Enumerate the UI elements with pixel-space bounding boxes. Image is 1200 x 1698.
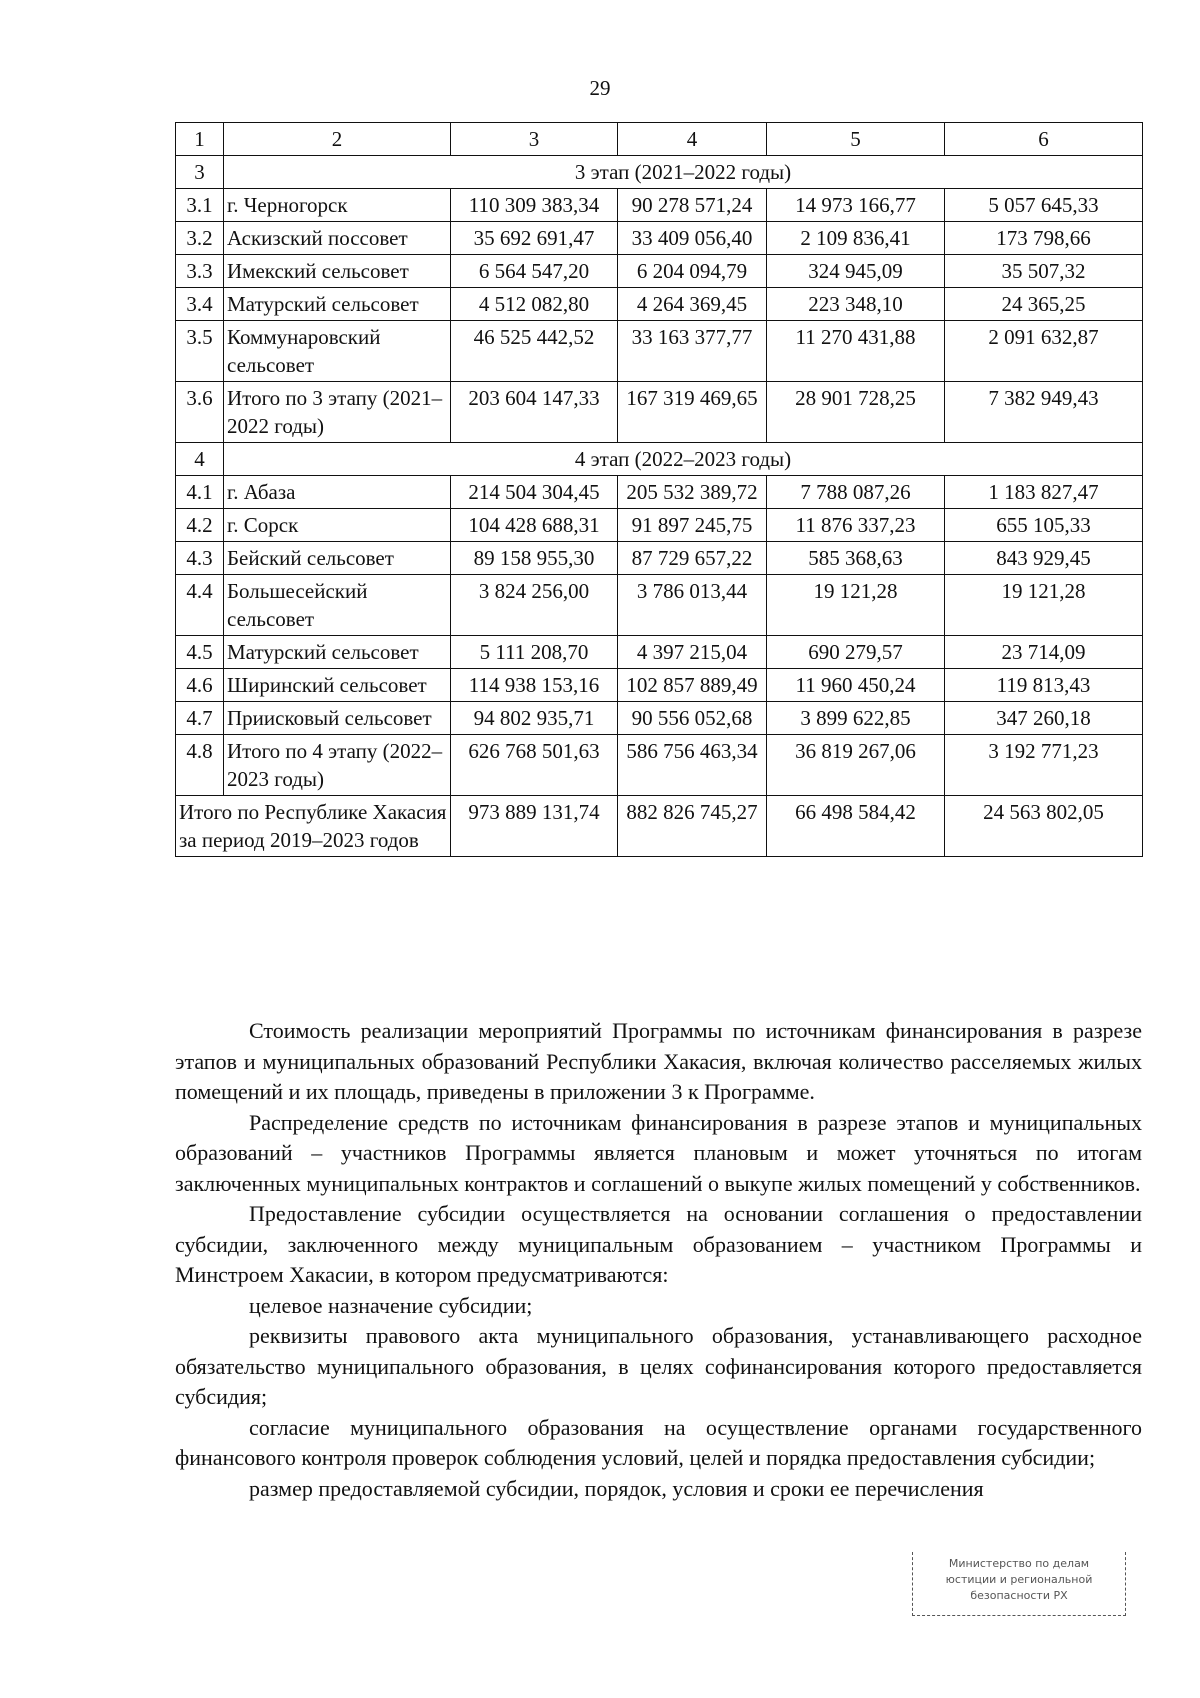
amount-col6: 3 192 771,23 — [945, 735, 1143, 796]
amount-col6: 173 798,66 — [945, 222, 1143, 255]
amount-col6: 23 714,09 — [945, 636, 1143, 669]
amount-total: 5 111 208,70 — [451, 636, 618, 669]
grand-total-col5: 66 498 584,42 — [767, 796, 945, 857]
amount-col4: 33 409 056,40 — [618, 222, 767, 255]
amount-col5: 11 960 450,24 — [767, 669, 945, 702]
amount-col5: 3 899 622,85 — [767, 702, 945, 735]
amount-col5: 36 819 267,06 — [767, 735, 945, 796]
header-cell: 3 — [451, 123, 618, 156]
amount-col5: 585 368,63 — [767, 542, 945, 575]
stage-title: 3 этап (2021–2022 годы) — [224, 156, 1143, 189]
grand-total-col4: 882 826 745,27 — [618, 796, 767, 857]
header-cell: 5 — [767, 123, 945, 156]
municipality-name: г. Черногорск — [224, 189, 451, 222]
table-row — [176, 702, 1143, 735]
paragraph: Распределение средств по источникам финансирования в разрезе этапов и муниципальных образований – участников Программы является плановым и может уточняться по итогам заключенных муниципальных контрактов и соглашений о выкупе жилых помещений у собственников. — [175, 1109, 1142, 1196]
stage-index: 3 — [176, 156, 224, 189]
amount-total: 626 768 501,63 — [451, 735, 618, 796]
amount-total: 35 692 691,47 — [451, 222, 618, 255]
amount-col5: 2 109 836,41 — [767, 222, 945, 255]
header-cell: 1 — [176, 123, 224, 156]
table-header-row — [176, 123, 1143, 156]
amount-total: 4 512 082,80 — [451, 288, 618, 321]
amount-col6: 7 382 949,43 — [945, 382, 1143, 443]
amount-col4: 91 897 245,75 — [618, 509, 767, 542]
municipality-name: Приисковый сельсовет — [224, 702, 451, 735]
paragraph: реквизиты правового акта муниципального образования, устанавливающего расходное обязательство муниципального образования, в целях софинансирования которого предоставляется субсидия; — [175, 1323, 1142, 1409]
table-row — [176, 476, 1143, 509]
table-row — [176, 509, 1143, 542]
amount-total: 89 158 955,30 — [451, 542, 618, 575]
body-text — [175, 1016, 1142, 1504]
amount-total: 6 564 547,20 — [451, 255, 618, 288]
amount-col6: 347 260,18 — [945, 702, 1143, 735]
amount-total: 94 802 935,71 — [451, 702, 618, 735]
amount-col4: 586 756 463,34 — [618, 735, 767, 796]
paragraph: согласие муниципального образования на осуществление органами государственного финансового контроля проверок соблюдения условий, целей и порядка предоставления субсидии; — [175, 1414, 1142, 1470]
amount-total: 214 504 304,45 — [451, 476, 618, 509]
row-index: 3.3 — [176, 255, 224, 288]
row-index: 4.4 — [176, 575, 224, 636]
amount-col5: 7 788 087,26 — [767, 476, 945, 509]
grand-total-row — [176, 796, 1143, 857]
paragraph: размер предоставляемой субсидии, порядок, условия и сроки ее перечисления — [249, 1475, 984, 1501]
registration-stamp — [912, 1552, 1126, 1616]
row-index: 3.4 — [176, 288, 224, 321]
amount-col4: 90 556 052,68 — [618, 702, 767, 735]
amount-total: 3 824 256,00 — [451, 575, 618, 636]
amount-col6: 119 813,43 — [945, 669, 1143, 702]
table-row — [176, 575, 1143, 636]
municipality-name: Аскизский поссовет — [224, 222, 451, 255]
stage-index: 4 — [176, 443, 224, 476]
amount-col4: 102 857 889,49 — [618, 669, 767, 702]
municipality-name: Коммунаровский сельсовет — [224, 321, 451, 382]
stamp-line: юстиции и региональной — [945, 1573, 1093, 1586]
table-row — [176, 636, 1143, 669]
row-index: 4.3 — [176, 542, 224, 575]
amount-total: 114 938 153,16 — [451, 669, 618, 702]
municipality-name: Бейский сельсовет — [224, 542, 451, 575]
amount-col4: 6 204 094,79 — [618, 255, 767, 288]
paragraph: целевое назначение субсидии; — [249, 1292, 533, 1318]
amount-col6: 24 365,25 — [945, 288, 1143, 321]
amount-col4: 33 163 377,77 — [618, 321, 767, 382]
table-row — [176, 189, 1143, 222]
amount-total: 203 604 147,33 — [451, 382, 618, 443]
row-index: 3.5 — [176, 321, 224, 382]
row-index: 3.6 — [176, 382, 224, 443]
table-row — [176, 288, 1143, 321]
amount-total: 104 428 688,31 — [451, 509, 618, 542]
row-index: 3.2 — [176, 222, 224, 255]
amount-col5: 19 121,28 — [767, 575, 945, 636]
municipality-name: Матурский сельсовет — [224, 636, 451, 669]
amount-col4: 4 397 215,04 — [618, 636, 767, 669]
header-cell: 4 — [618, 123, 767, 156]
municipality-name: Ширинский сельсовет — [224, 669, 451, 702]
row-index: 4.7 — [176, 702, 224, 735]
amount-col5: 28 901 728,25 — [767, 382, 945, 443]
municipality-name: г. Сорск — [224, 509, 451, 542]
table-row — [176, 255, 1143, 288]
row-index: 3.1 — [176, 189, 224, 222]
amount-col6: 655 105,33 — [945, 509, 1143, 542]
amount-col5: 11 270 431,88 — [767, 321, 945, 382]
amount-col5: 11 876 337,23 — [767, 509, 945, 542]
municipality-name: Большесейский сельсовет — [224, 575, 451, 636]
row-index: 4.2 — [176, 509, 224, 542]
header-cell: 2 — [224, 123, 451, 156]
municipality-name: Итого по 3 этапу (2021–2022 годы) — [224, 382, 451, 443]
amount-col6: 1 183 827,47 — [945, 476, 1143, 509]
funding-table-body — [176, 123, 1143, 857]
amount-col5: 690 279,57 — [767, 636, 945, 669]
amount-col4: 205 532 389,72 — [618, 476, 767, 509]
amount-col4: 90 278 571,24 — [618, 189, 767, 222]
municipality-name: Матурский сельсовет — [224, 288, 451, 321]
municipality-name: Имекский сельсовет — [224, 255, 451, 288]
municipality-name: Итого по 4 этапу (2022–2023 годы) — [224, 735, 451, 796]
paragraph: Стоимость реализации мероприятий Программы по источникам финансирования в разрезе этапов и муниципальных образований Республики Хакасия, включая количество расселяемых жилых помещений и их площадь, приведены в приложении 3 к Программе. — [175, 1018, 1142, 1104]
table-row — [176, 222, 1143, 255]
amount-col6: 5 057 645,33 — [945, 189, 1143, 222]
amount-col4: 87 729 657,22 — [618, 542, 767, 575]
row-index: 4.1 — [176, 476, 224, 509]
amount-col5: 324 945,09 — [767, 255, 945, 288]
amount-col6: 19 121,28 — [945, 575, 1143, 636]
subtotal-row — [176, 382, 1143, 443]
stamp-line: безопасности РХ — [970, 1589, 1068, 1602]
stage-title: 4 этап (2022–2023 годы) — [224, 443, 1143, 476]
amount-col4: 167 319 469,65 — [618, 382, 767, 443]
grand-total-col6: 24 563 802,05 — [945, 796, 1143, 857]
amount-col6: 843 929,45 — [945, 542, 1143, 575]
funding-table — [175, 122, 1143, 857]
table-row — [176, 669, 1143, 702]
municipality-name: г. Абаза — [224, 476, 451, 509]
amount-col4: 3 786 013,44 — [618, 575, 767, 636]
paragraph: Предоставление субсидии осуществляется на основании соглашения о предоставлении субсидии, заключенного между муниципальным образованием – участником Программы и Минстроем Хакасии, в котором предусматриваются: — [175, 1201, 1142, 1287]
row-index: 4.8 — [176, 735, 224, 796]
stage-4-heading-row — [176, 443, 1143, 476]
table-row — [176, 542, 1143, 575]
row-index: 4.6 — [176, 669, 224, 702]
amount-col6: 35 507,32 — [945, 255, 1143, 288]
grand-total-label: Итого по Республике Хакасия за период 2019–2023 годов — [176, 796, 451, 857]
row-index: 4.5 — [176, 636, 224, 669]
grand-total-total: 973 889 131,74 — [451, 796, 618, 857]
amount-col5: 223 348,10 — [767, 288, 945, 321]
amount-col6: 2 091 632,87 — [945, 321, 1143, 382]
amount-col4: 4 264 369,45 — [618, 288, 767, 321]
subtotal-row — [176, 735, 1143, 796]
header-cell: 6 — [945, 123, 1143, 156]
amount-col5: 14 973 166,77 — [767, 189, 945, 222]
stage-3-heading-row — [176, 156, 1143, 189]
page-number: 29 — [589, 76, 611, 100]
table-row — [176, 321, 1143, 382]
stamp-line: Министерство по делам — [948, 1557, 1090, 1570]
amount-total: 46 525 442,52 — [451, 321, 618, 382]
amount-total: 110 309 383,34 — [451, 189, 618, 222]
